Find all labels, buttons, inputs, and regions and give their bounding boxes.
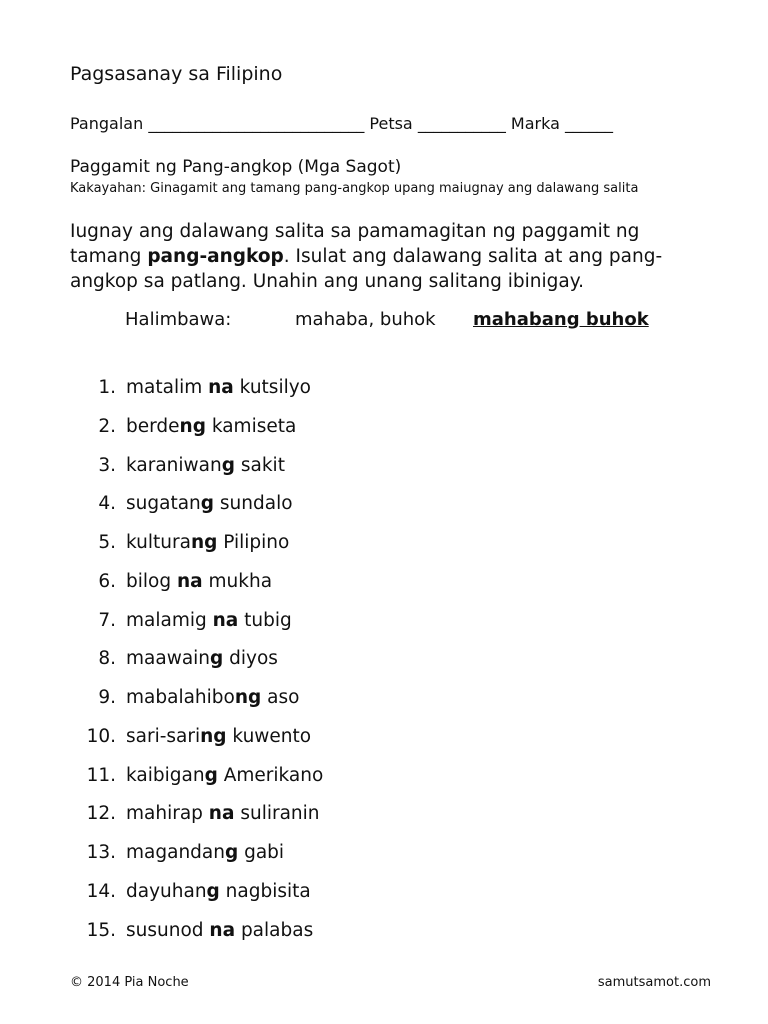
list-item — [70, 571, 272, 599]
item-text — [126, 803, 320, 824]
item-word-end: suliranin — [234, 803, 320, 824]
item-text — [126, 377, 311, 398]
item-linker: g — [221, 455, 235, 476]
item-linker: na — [212, 610, 239, 631]
item-linker: g — [210, 648, 224, 669]
item-number: 10. — [86, 726, 116, 747]
item-word-end: Amerikano — [217, 765, 324, 786]
item-number: 5. — [98, 532, 116, 553]
item-number: 6. — [98, 571, 116, 592]
item-word-start: malamig — [126, 610, 213, 631]
item-word-end: aso — [261, 687, 300, 708]
item-linker: ng — [234, 687, 262, 708]
item-text — [126, 920, 313, 941]
name-date-score-line: Pangalan ___________________________ Petsa ___________ Marka ______ — [70, 114, 613, 133]
item-linker: g — [200, 493, 215, 514]
item-linker: g — [224, 842, 239, 863]
example-answer: mahabang buhok — [473, 309, 649, 330]
item-word-end: palabas — [235, 920, 314, 941]
item-number: 3. — [98, 455, 116, 476]
list-item — [70, 920, 313, 948]
list-item — [70, 726, 311, 754]
item-text — [126, 648, 278, 669]
lesson-subtitle: Paggamit ng Pang-angkop (Mga Sagot) — [70, 157, 402, 177]
item-linker: ng — [179, 416, 206, 437]
item-word-start: kultura — [126, 532, 191, 553]
item-linker: na — [176, 571, 203, 592]
item-word-start: bilog — [126, 571, 177, 592]
item-text — [126, 687, 299, 708]
item-word-start: susunod — [126, 920, 210, 941]
example-label: Halimbawa: — [125, 309, 232, 330]
item-word-end: sakit — [234, 455, 285, 476]
worksheet-title: Pagsasanay sa Filipino — [70, 63, 283, 85]
list-item — [70, 532, 289, 560]
item-number: 13. — [86, 842, 116, 863]
item-linker: g — [204, 765, 218, 786]
item-text — [126, 416, 296, 437]
item-word-start: mabalahibo — [126, 687, 235, 708]
item-word-end: gabi — [238, 842, 285, 863]
item-text — [126, 726, 311, 747]
item-number: 14. — [86, 881, 116, 902]
instructions — [70, 219, 710, 294]
skill-description: Kakayahan: Ginagamit ang tamang pang-angkop upang maiugnay ang dalawang salita — [70, 181, 639, 196]
item-word-end: sundalo — [214, 493, 293, 514]
list-item — [70, 493, 293, 521]
instructions-text-before: Iugnay ang dalawang salita sa pamamagitan ng paggamit ng tamang — [70, 221, 640, 267]
item-number: 1. — [98, 377, 116, 398]
item-word-start: berde — [126, 416, 180, 437]
item-number: 12. — [86, 803, 116, 824]
footer-website: samutsamot.com — [597, 975, 711, 990]
instructions-text-after: . Isulat ang dalawang salita at ang pang-angkop sa patlang. Unahin ang unang salitang ibinigay. — [70, 246, 663, 292]
footer-copyright: © 2014 Pia Noche — [70, 975, 189, 990]
item-number: 4. — [98, 493, 116, 514]
item-word-end: nagbisita — [219, 881, 311, 902]
list-item — [70, 842, 284, 870]
item-word-end: kuwento — [226, 726, 312, 747]
item-number: 11. — [86, 765, 116, 786]
item-word-start: dayuhan — [126, 881, 207, 902]
item-number: 15. — [86, 920, 116, 941]
item-word-start: maawain — [126, 648, 211, 669]
item-linker: na — [208, 803, 235, 824]
item-word-end: kamiseta — [205, 416, 297, 437]
item-word-start: kaibigan — [126, 765, 205, 786]
item-text — [126, 493, 293, 514]
item-number: 9. — [98, 687, 116, 708]
item-text — [126, 610, 292, 631]
item-word-end: mukha — [202, 571, 273, 592]
item-word-end: tubig — [238, 610, 292, 631]
item-linker: na — [208, 377, 234, 398]
example-words: mahaba, buhok — [295, 309, 436, 330]
item-linker: na — [209, 920, 236, 941]
item-word-start: karaniwan — [126, 455, 222, 476]
item-word-start: sugatan — [126, 493, 201, 514]
list-item — [70, 377, 311, 405]
item-text — [126, 881, 311, 902]
item-linker: g — [206, 881, 220, 902]
item-linker: ng — [200, 726, 227, 747]
list-item — [70, 648, 278, 676]
list-item — [70, 455, 285, 483]
item-text — [126, 455, 285, 476]
item-number: 2. — [98, 416, 116, 437]
item-number: 7. — [98, 610, 116, 631]
item-linker: ng — [190, 532, 218, 553]
item-text — [126, 571, 272, 592]
list-item — [70, 881, 311, 909]
item-text — [126, 842, 284, 863]
instructions-bold-term: pang-angkop — [147, 246, 284, 267]
list-item — [70, 765, 323, 793]
item-word-start: sari-sari — [126, 726, 201, 747]
list-item — [70, 610, 292, 638]
item-word-start: magandan — [126, 842, 225, 863]
list-item — [70, 687, 299, 715]
item-word-end: Pilipino — [217, 532, 290, 553]
item-text — [126, 532, 289, 553]
item-word-end: kutsilyo — [233, 377, 311, 398]
item-text — [126, 765, 323, 786]
list-item — [70, 803, 320, 831]
list-item — [70, 416, 296, 444]
item-word-start: mahirap — [126, 803, 209, 824]
item-word-end: diyos — [223, 648, 278, 669]
item-number: 8. — [98, 648, 116, 669]
item-word-start: matalim — [126, 377, 209, 398]
